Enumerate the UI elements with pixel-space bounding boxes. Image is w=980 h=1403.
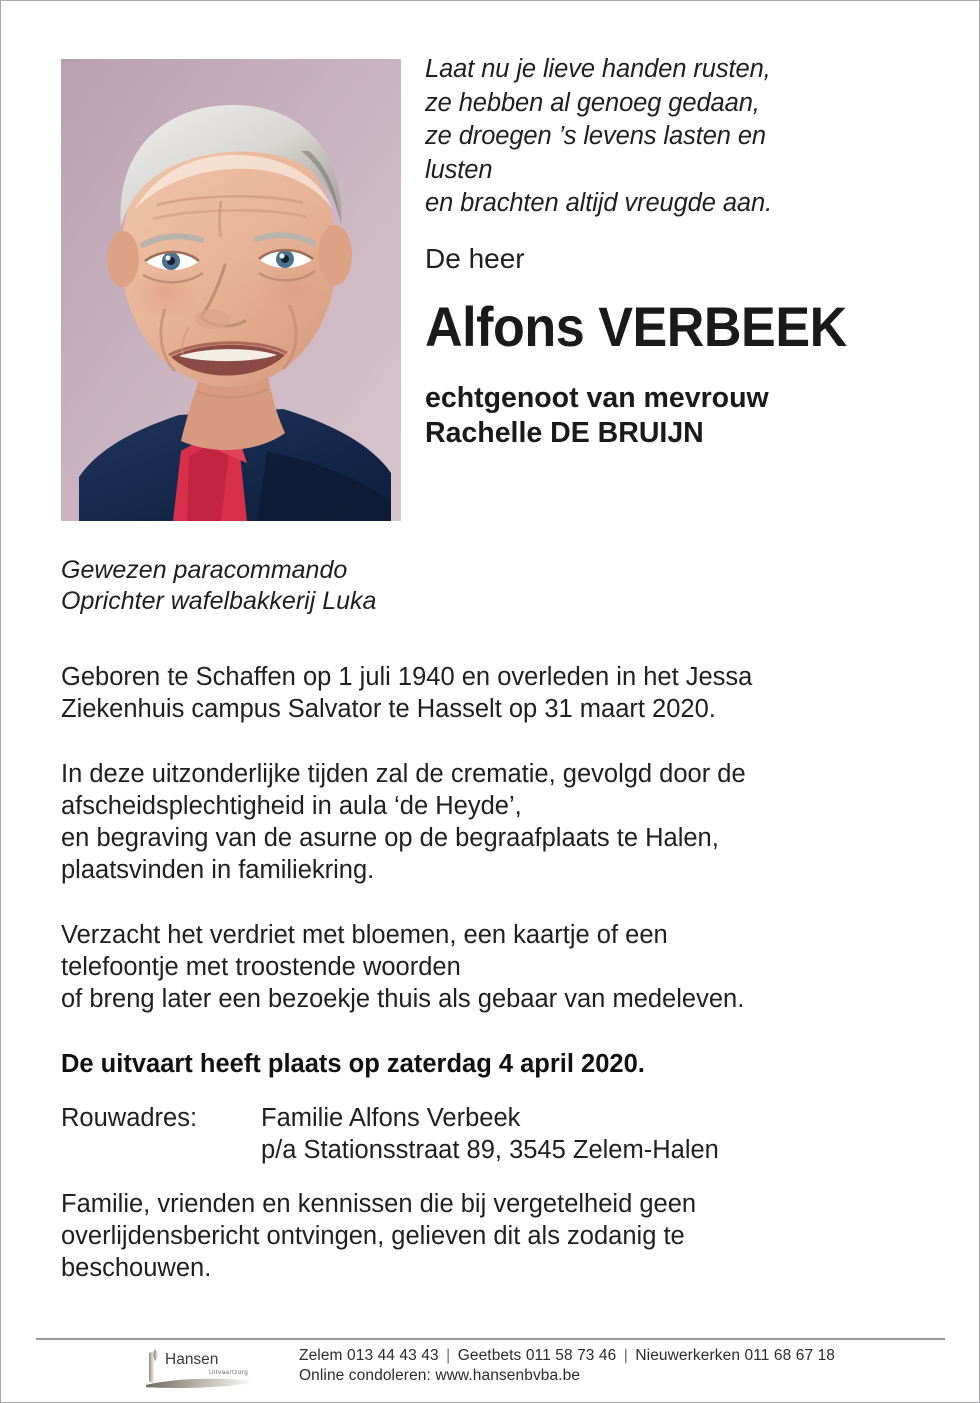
body-text — [61, 555, 941, 1284]
footer-divider — [36, 1338, 945, 1340]
mourning-address-line: Familie Alfons Verbeek — [261, 1104, 521, 1132]
mourning-address — [61, 1102, 941, 1166]
closing-line: overlijdensbericht ontvingen, gelieven dit als zodanig te — [61, 1222, 685, 1250]
poem-line: ze hebben al genoeg gedaan, — [425, 88, 760, 117]
poem-line: ze droegen ’s levens lasten en — [425, 122, 767, 150]
poem-line: lusten — [425, 155, 493, 184]
contact-city: Zelem — [299, 1347, 343, 1364]
mourning-address-label: Rouwadres: — [61, 1104, 198, 1132]
contact-city: Geetbets — [457, 1347, 522, 1364]
spacer — [61, 1166, 941, 1188]
ceremony-line: en begraving van de asurne op de begraafplaats te Halen, — [61, 824, 719, 852]
birth-death-paragraph — [61, 661, 941, 725]
spouse-line: echtgenoot van mevrouw — [425, 381, 769, 414]
funeral-notice: De uitvaart heeft plaats op zaterdag 4 april 2020. — [61, 1050, 645, 1078]
spacer — [61, 886, 941, 919]
ceremony-line: plaatsvinden in familiekring. — [61, 856, 375, 884]
online-condolence-label: Online condoleren: — [299, 1366, 431, 1384]
mourning-address-line: p/a Stationsstraat 89, 3545 Zelem-Halen — [261, 1136, 719, 1164]
hansen-logo — [141, 1347, 281, 1393]
ceremony-line: In deze uitzonderlijke tijden zal de crematie, gevolgd door de — [61, 760, 746, 788]
header-area — [1, 1, 980, 546]
spacer — [61, 617, 941, 661]
birth-death-line: Geboren te Schaffen op 1 juli 1940 en overleden in het Jessa — [61, 663, 753, 691]
poem-line: Laat nu je lieve handen rusten, — [425, 55, 771, 83]
footer — [36, 1345, 945, 1395]
condolence-line: telefoontje met troostende woorden — [61, 953, 461, 981]
role-line: Oprichter wafelbakkerij Luka — [61, 587, 377, 615]
spouse-info — [425, 381, 925, 451]
footer-contact-info — [299, 1345, 835, 1385]
closing-line: Familie, vrienden en kennissen die bij vergetelheid geen — [61, 1190, 697, 1218]
honorific: De heer — [425, 242, 525, 274]
contact-phone: 011 58 73 46 — [525, 1347, 617, 1364]
condolence-line: Verzacht het verdriet met bloemen, een kaartje of een — [61, 921, 668, 949]
ceremony-paragraph — [61, 758, 941, 886]
spacer — [61, 725, 941, 758]
footer-online-line — [299, 1366, 835, 1386]
closing-paragraph — [61, 1188, 941, 1284]
contact-phone: 013 44 43 43 — [347, 1347, 439, 1364]
deceased-name: Alfons VERBEEK — [425, 294, 847, 358]
ceremony-line: afscheidsplechtigheid in aula ‘de Heyde’, — [61, 792, 522, 820]
hansen-logo-mark — [141, 1347, 281, 1393]
birth-death-line: Ziekenhuis campus Salvator te Hasselt op 31 maart 2020. — [61, 695, 716, 723]
headline-block — [425, 53, 925, 451]
footer-phone-line — [299, 1346, 835, 1366]
contact-city: Nieuwerkerken — [635, 1347, 741, 1364]
contact-separator: | — [623, 1347, 628, 1364]
portrait-illustration — [61, 59, 401, 521]
condolence-paragraph — [61, 919, 941, 1015]
contact-phone: 011 68 67 18 — [744, 1347, 836, 1364]
hansen-logo-tagline: Uitvaartzorg — [209, 1369, 249, 1376]
memorial-poem — [425, 53, 925, 221]
role-line: Gewezen paracommando — [61, 556, 348, 584]
portrait-photo — [61, 59, 401, 521]
website-link[interactable]: www.hansenbvba.be — [435, 1366, 581, 1384]
spacer — [61, 1080, 941, 1102]
closing-line: beschouwen. — [61, 1254, 212, 1282]
hansen-logo-name: Hansen — [165, 1351, 219, 1368]
poem-line: en brachten altijd vreugde aan. — [425, 189, 773, 217]
roles-block — [61, 555, 941, 617]
contact-separator: | — [446, 1347, 451, 1364]
mourning-address-lines — [261, 1102, 719, 1166]
spouse-line: Rachelle DE BRUIJN — [425, 416, 704, 449]
condolence-line: of breng later een bezoekje thuis als gebaar van medeleven. — [61, 985, 745, 1013]
spacer — [61, 1015, 941, 1048]
